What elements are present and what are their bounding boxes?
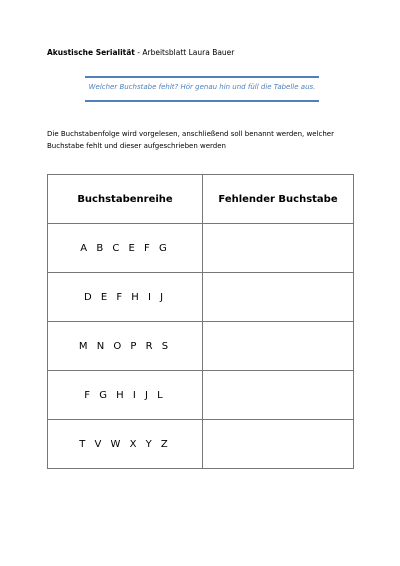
letter-sequence-cell: M N O P R S (48, 322, 203, 371)
task-description: Die Buchstabenfolge wird vorgelesen, anschließend soll benannt werden, welcher Buchstabe fehlt und dieser aufgeschrieben werden (47, 130, 334, 150)
letter-sequence-cell: A B C E F G (48, 224, 203, 273)
worksheet-title (47, 48, 234, 57)
missing-letter-cell[interactable] (203, 371, 354, 420)
header-missing-letter: Fehlender Buchstabe (203, 175, 354, 224)
missing-letter-cell[interactable] (203, 273, 354, 322)
letter-table (47, 174, 354, 469)
missing-letter-cell[interactable] (203, 224, 354, 273)
letter-sequence-cell: F G H I J L (48, 371, 203, 420)
title-author: - Arbeitsblatt Laura Bauer (137, 48, 235, 57)
letter-sequence-cell: T V W X Y Z (48, 420, 203, 469)
missing-letter-cell[interactable] (203, 420, 354, 469)
title-topic: Akustische Serialität (47, 48, 135, 57)
instruction-text: Welcher Buchstabe fehlt? Hör genau hin und füll die Tabelle aus. (88, 83, 316, 91)
missing-letter-cell[interactable] (203, 322, 354, 371)
table-row (48, 322, 354, 371)
table-header-row (48, 175, 354, 224)
table-row (48, 420, 354, 469)
letter-sequence-cell: D E F H I J (48, 273, 203, 322)
table-row (48, 273, 354, 322)
divider-top (85, 76, 319, 78)
divider-bottom (85, 100, 319, 102)
header-letter-sequence: Buchstabenreihe (48, 175, 203, 224)
table-row (48, 224, 354, 273)
table-row (48, 371, 354, 420)
